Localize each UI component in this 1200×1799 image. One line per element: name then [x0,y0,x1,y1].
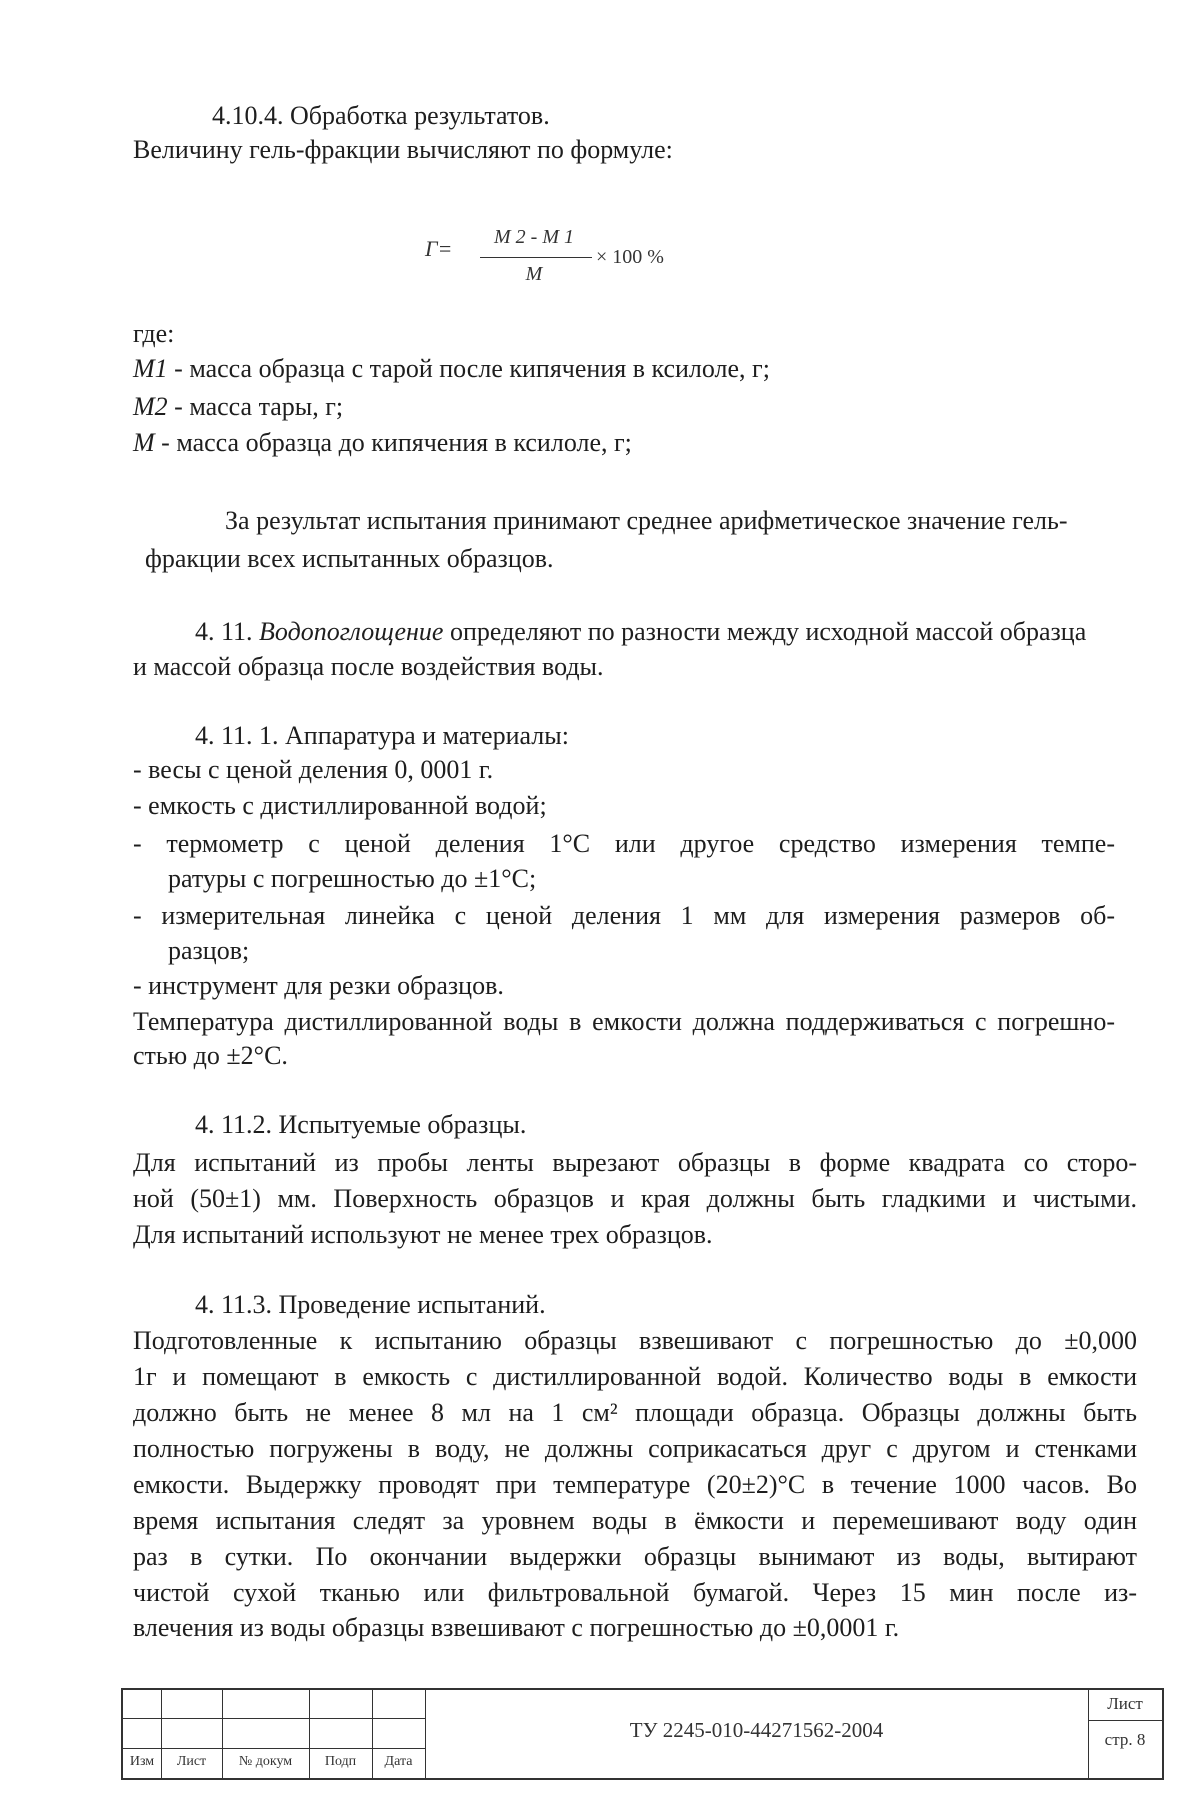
definition-m1 [133,353,770,385]
section-heading-4-10-4: 4.10.4. Обработка результатов. [212,101,550,130]
procedure-line-1: Подготовленные к испытанию образцы взвешивают с погрешностью до ±0,000 [133,1326,1137,1355]
list-item-cutting-tool: - инструмент для резки образцов. [133,971,504,1000]
list-item-ruler-cont: разцов; [168,936,250,965]
formula-intro: Величину гель-фракции вычисляют по формуле: [133,135,673,164]
samples-line-1: Для испытаний из пробы ленты вырезают образцы в форме квадрата со сторо- [133,1148,1137,1177]
section-heading-4-11-1: 4. 11. 1. Аппаратура и материалы: [195,721,569,750]
list-item-thermometer: - термометр с ценой деления 1°С или другое средство измерения темпе- [133,829,1115,858]
symbol-m1: М1 [133,354,168,383]
procedure-line-2: 1г и помещают в емкость с дистиллированной водой. Количество воды в емкости [133,1362,1137,1391]
procedure-line-3: должно быть не менее 8 мл на 1 см² площади образца. Образцы должны быть [133,1398,1137,1427]
formula-fraction-bar [480,257,592,258]
stamp-divider [1088,1720,1162,1721]
stamp-col-signature: Подп [324,1754,357,1769]
section-heading-4-11-2: 4. 11.2. Испытуемые образцы. [195,1110,527,1139]
procedure-line-5: емкости. Выдержку проводят при температуре (20±2)°С в течение 1000 часов. Во [133,1470,1137,1499]
procedure-line-7: раз в сутки. По окончании выдержки образцы вынимают из воды, вытирают [133,1542,1137,1571]
samples-line-2: ной (50±1) мм. Поверхность образцов и края должны быть гладкими и чистыми. [133,1184,1137,1213]
list-item-ruler: - измерительная линейка с ценой деления 1 мм для измерения размеров об- [133,901,1115,930]
formula-denominator: М [525,263,543,285]
procedure-line-4: полностью погружены в воду, не должны соприкасаться друг с другом и стенками [133,1434,1137,1463]
temperature-line-2: стью до ±2°С. [133,1041,288,1070]
formula-lhs: Г= [425,236,453,261]
list-item-thermometer-cont: ратуры с погрешностью до ±1°С; [168,864,537,893]
temperature-line-1: Температура дистиллированной воды в емкости должна поддерживаться с погрешно- [133,1007,1115,1036]
result-line-2: фракции всех испытанных образцов. [145,544,554,573]
symbol-m2: М2 [133,392,168,421]
formula-tail: × 100 % [596,246,664,268]
section-4-11-line-1 [195,616,1086,648]
title-block-stamp [121,1688,1164,1780]
formula-numerator: М 2 - М 1 [494,226,574,248]
stamp-sheet-value: стр. 8 [1104,1730,1146,1749]
stamp-divider [123,1748,425,1749]
section-heading-4-11-3: 4. 11.3. Проведение испытаний. [195,1290,546,1319]
where-label: где: [133,319,175,348]
definition-m1-text: - масса образца с тарой после кипячения в ксилоле, г; [167,354,770,383]
stamp-col-doc-number: № докум [238,1754,293,1769]
definition-m2-text: - масса тары, г; [167,392,344,421]
procedure-line-8: чистой сухой тканью или фильтровальной бумагой. Через 15 мин после из- [133,1578,1137,1607]
stamp-divider [123,1718,425,1719]
procedure-line-9: влечения из воды образцы взвешивают с погрешностью до ±0,0001 г. [133,1613,900,1642]
stamp-col-sheet: Лист [176,1754,207,1769]
definition-m2 [133,391,343,423]
section-4-11-text: определяют по разности между исходной массой образца [443,617,1087,646]
section-4-11-number: 4. 11. [195,617,260,646]
samples-line-3: Для испытаний используют не менее трех образцов. [133,1220,713,1249]
document-designation: ТУ 2245-010-44271562-2004 [629,1718,884,1742]
definition-m-text: - масса образца до кипячения в ксилоле, г; [154,428,632,457]
procedure-line-6: время испытания следят за уровнем воды в ёмкости и перемешивают воду один [133,1506,1137,1535]
list-item-scales: - весы с ценой деления 0, 0001 г. [133,755,494,784]
stamp-col-change: Изм [129,1754,155,1769]
definition-m [133,427,632,459]
result-line-1: За результат испытания принимают среднее арифметическое значение гель- [225,506,1068,535]
stamp-col-date: Дата [384,1754,413,1769]
stamp-sheet-label: Лист [1107,1694,1143,1713]
symbol-m: М [133,428,155,457]
list-item-container: - емкость с дистиллированной водой; [133,791,547,820]
section-4-11-line-2: и массой образца после воздействия воды. [133,652,604,681]
term-water-absorption: Водопоглощение [259,617,444,646]
